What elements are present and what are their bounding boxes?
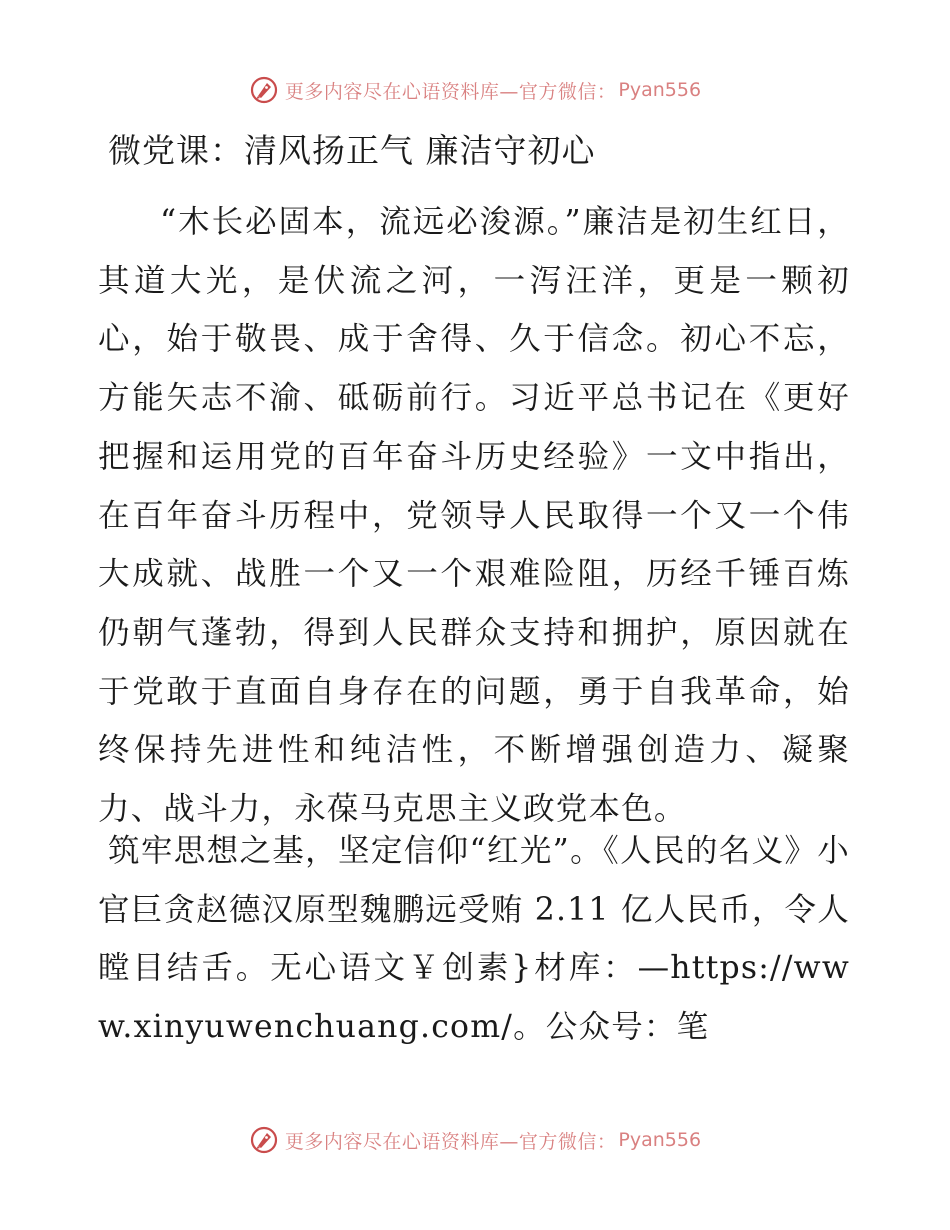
header-banner-id: Pyan556 (618, 79, 702, 101)
footer-banner-id: Pyan556 (618, 1129, 702, 1151)
header-banner-text: 更多内容尽在心语资料库—官方微信： (284, 80, 617, 103)
pen-nib-circle-icon (249, 1125, 279, 1155)
pen-nib-circle-icon (249, 75, 279, 105)
footer-watermark-banner (0, 1122, 950, 1158)
paragraph-2: 筑牢思想之基，坚定信仰“红光”。《人民的名义》小官巨贪赵德汉原型魏鹏远受贿 2.11 亿人民币，令人瞠目结舌。无心语文￥创素}材库：—https://www.xinyuwenchuang.com/。公众号：笔 (98, 833, 850, 1046)
header-watermark-banner (0, 74, 950, 106)
document-title: 微党课：清风扬正气 廉洁守初心 (108, 131, 596, 170)
footer-banner-text: 更多内容尽在心语资料库—官方微信： (284, 1130, 617, 1153)
paragraph-1: “木长必固本，流远必浚源。”廉洁是初生红日，其道大光，是伏流之河，一泻汪洋，更是一颗初心，始于敬畏、成于舍得、久于信念。初心不忘，方能矢志不渝、砥砺前行。习近平总书记在《更好把握和运用党的百年奋斗历史经验》一文中指出，在百年奋斗历程中，党领导人民取得一个又一个伟大成就、战胜一个又一个艰难险阻，历经千锤百炼仍朝气蓬勃，得到人民群众支持和拥护，原因就在于党敢于直面自身存在的问题，勇于自我革命，始终保持先进性和纯洁性，不断增强创造力、凝聚力、战斗力，永葆马克思主义政党本色。 (98, 204, 850, 828)
